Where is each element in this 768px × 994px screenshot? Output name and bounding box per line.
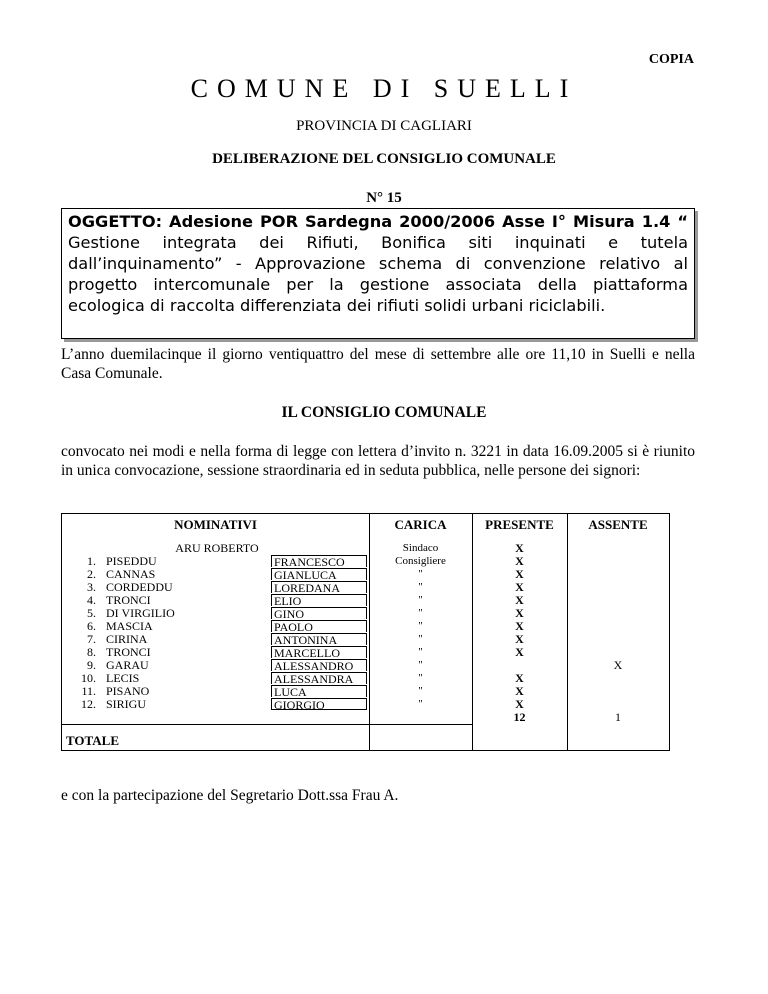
deliberation-number: N° 15 [366,190,402,206]
total-divider [62,724,472,725]
carica-cell: " [418,685,423,697]
carica-cell: " [418,594,423,606]
assente-column [567,542,669,724]
secretary-line: e con la partecipazione del Segretario Dott.ssa Frau A. [61,787,399,804]
member-surname: MASCIA [106,619,153,633]
carica-cell: " [418,568,423,580]
total-label: TOTALE [66,733,119,748]
assente-cell [567,633,669,646]
member-number: 5. [87,606,96,620]
member-firstname: ELIO [271,594,367,606]
deliberation-heading: DELIBERAZIONE DEL CONSIGLIO COMUNALE [212,151,556,167]
presente-cell: X [515,541,524,555]
member-firstname: GINO [271,607,367,619]
presente-cell: X [515,580,524,594]
names-column [72,542,362,711]
member-firstname: ALESSANDRA [271,672,367,684]
assente-cell [567,555,669,568]
member-number: 7. [87,632,96,646]
assente-cell [567,568,669,581]
total-absent: 1 [615,710,621,724]
total-present: 12 [513,710,526,724]
member-firstname: PAOLO [271,620,367,632]
attendance-table [61,513,670,751]
member-firstname: FRANCESCO [271,555,367,567]
header-nominativi: NOMINATIVI [174,517,257,532]
presente-cell: X [515,606,524,620]
assente-cell [567,672,669,685]
member-number: 10. [81,671,96,685]
copy-label: COPIA [648,52,694,67]
presente-cell: X [515,567,524,581]
member-firstname: LOREDANA [271,581,367,593]
carica-cell: " [418,672,423,684]
carica-cell: Sindaco [402,542,439,554]
member-surname: CIRINA [106,632,148,646]
member-firstname: GIANLUCA [271,568,367,580]
member-number: 11. [81,684,96,698]
assente-cell [567,594,669,607]
member-number: 3. [87,580,96,594]
member-number: 2. [87,567,96,581]
assente-cell [567,685,669,698]
member-surname: SIRIGU [106,697,147,711]
member-surname: GARAU [106,658,149,672]
carica-cell: " [418,620,423,632]
member-number: 12. [81,697,96,711]
presente-cell: X [515,684,524,698]
member-surname: TRONCI [106,593,151,607]
assente-cell [567,542,669,555]
member-surname: PISANO [106,684,150,698]
subject-box [61,208,695,339]
member-surname: PISEDDU [106,554,157,568]
carica-cell: " [418,698,423,710]
member-surname: TRONCI [106,645,151,659]
carica-cell: " [418,581,423,593]
carica-cell: " [418,633,423,645]
assente-cell [567,620,669,633]
presente-column [472,542,567,724]
member-surname: DI VIRGILIO [106,606,175,620]
carica-cell: " [418,646,423,658]
member-number: 8. [87,645,96,659]
member-number: 4. [87,593,96,607]
subject-label: OGGETTO: Adesione POR Sardegna 2000/2006 Asse I° Misura 1.4 “ [68,212,688,231]
presente-cell: X [515,619,524,633]
presente-cell: X [515,671,524,685]
assente-cell: X [613,658,623,672]
member-firstname: LUCA [271,685,367,697]
municipality-title: COMUNE DI SUELLI [190,74,578,103]
province-name: PROVINCIA DI CAGLIARI [296,118,472,134]
member-firstname: GIORGIO [271,698,367,710]
carica-column [369,542,472,711]
presente-cell: X [515,697,524,711]
member-surname: CORDEDDU [106,580,173,594]
presente-cell: X [515,593,524,607]
assente-cell [567,581,669,594]
member-surname: CANNAS [106,567,156,581]
header-assente: ASSENTE [588,517,648,532]
carica-cell: Consigliere [395,555,446,567]
assente-cell [567,607,669,620]
member-firstname: ALESSANDRO [271,659,367,671]
presente-cell: X [515,632,524,646]
council-heading: IL CONSIGLIO COMUNALE [281,404,487,421]
intro-paragraph: L’anno duemilacinque il giorno ventiquattro del mese di settembre alle ore 11,10 in Suelli e nella Casa Comunale. [61,346,695,382]
member-firstname: ANTONINA [271,633,367,645]
member-number: 1. [87,554,96,568]
subject-text: Gestione integrata dei Rifiuti, Bonifica siti inquinati e tutela dall’inquinamento” - Approvazione schema di convenzione relativo al progetto intercomunale per la gestione associata della piattaforma ecologica di raccolta differenziata dei rifiuti solidi urbani riciclabili. [68,233,688,315]
header-carica: CARICA [394,517,447,532]
member-firstname: MARCELLO [271,646,367,658]
carica-cell: " [418,659,423,671]
header-presente: PRESENTE [485,517,554,532]
member-number: 6. [87,619,96,633]
convocation-paragraph: convocato nei modi e nella forma di legge con lettera d’invito n. 3221 in data 16.09.2005 si è riunito in unica convocazione, sessione straordinaria ed in seduta pubblica, nelle persone dei signori: [61,443,695,479]
member-row [72,698,362,711]
member-surname: LECIS [106,671,140,685]
presente-cell: X [515,645,524,659]
presente-cell: X [515,554,524,568]
carica-cell: " [418,607,423,619]
mayor-name: ARU ROBERTO [175,541,259,555]
member-number: 9. [87,658,96,672]
